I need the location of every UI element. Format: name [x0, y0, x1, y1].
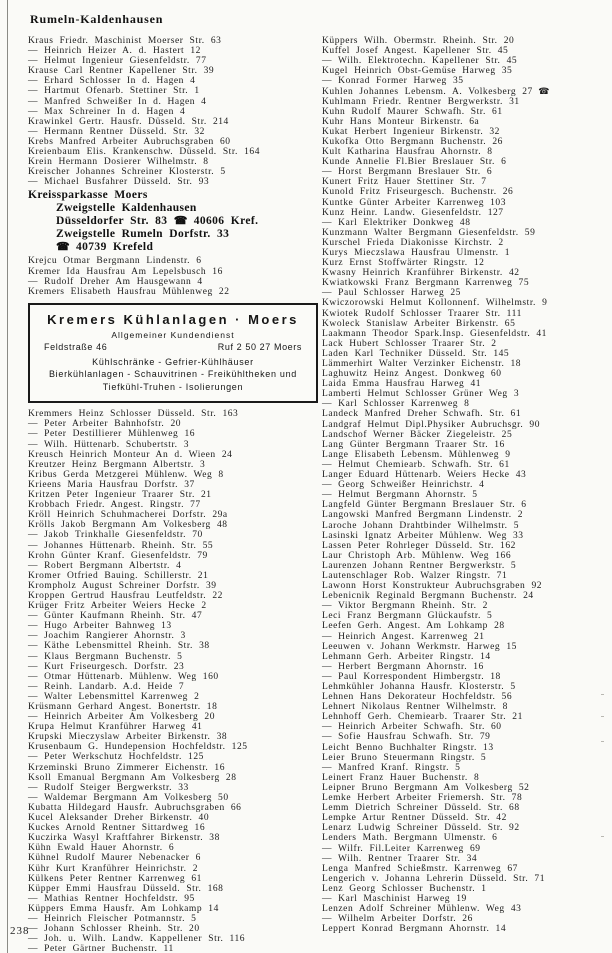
directory-entry: Lasinski Ignatz Arbeiter Mühlenw. Weg 33 — [322, 530, 524, 541]
directory-entry: — Otmar Hüttenarb. Mühlenw. Weg 160 — [28, 671, 219, 682]
directory-entry: Kult Katharina Hausfrau Ahornstr. 8 — [322, 147, 493, 158]
directory-entry: Lang Günter Bergmann Traarer Str. 16 — [322, 439, 505, 450]
directory-entry: Kühn Ewald Hauer Ahornstr. 6 — [28, 843, 175, 854]
directory-block-1 — [28, 36, 320, 187]
scan-artifact — [601, 741, 604, 742]
directory-entry: Lengerich v. Johanna Lehrerin Düsseld. Str. 71 — [322, 873, 546, 884]
directory-entry: Kreienbaum Elis. Krankenschw. Düsseld. Str. 164 — [28, 147, 260, 158]
directory-entry: — Michael Busfahrer Düsseld. Str. 93 — [28, 177, 210, 188]
directory-entry: — Peter Destillierer Mühlenweg 16 — [28, 429, 196, 440]
ad-title: Kremers Kühlanlagen · Moers — [47, 311, 299, 327]
ad-products-line2: Bierkühlanlagen - Schauvitrinen - Freikühltheken und — [48, 369, 298, 380]
directory-entry: Ksoll Emanual Bergmann Am Volkesberg 28 — [28, 772, 237, 783]
directory-entry: Lehmann Gerh. Arbeiter Ringstr. 14 — [322, 651, 491, 662]
directory-entry: — Konrad Former Harweg 35 — [322, 76, 464, 87]
directory-entry: — Johannes Hüttenarb. Rheinh. Str. 55 — [28, 540, 214, 551]
directory-entry: — Sofie Hausfrau Schwafh. Str. 79 — [322, 732, 491, 743]
directory-entry: Kubatta Hildegard Hausfr. Aubruchsgraben 66 — [28, 802, 242, 813]
directory-entry: Krobbach Friedr. Angest. Ringstr. 77 — [28, 500, 201, 511]
directory-entry: Lemm Dietrich Schreiner Düsseld. Str. 68 — [322, 803, 520, 814]
directory-entry: — Günter Kaufmann Rheinh. Str. 47 — [28, 611, 203, 622]
directory-entry: Lehnen Hans Dekorateur Hochfeldstr. 56 — [322, 692, 513, 703]
kreissparkasse-block — [28, 189, 320, 254]
directory-entry: — Viktor Bergmann Rheinh. Str. 2 — [322, 601, 488, 612]
branch1-phone-number: 40606 Kref. — [193, 215, 259, 228]
directory-entry: Krieens Maria Hausfrau Dorfstr. 37 — [28, 479, 195, 490]
directory-entry: Kuhlen Johannes Lebensm. A. Volkesberg 27 ☎ — [322, 86, 550, 98]
branch2-phone-number: 40739 Krefeld — [75, 241, 154, 254]
directory-entry: Laur Christoph Arb. Mühlenw. Weg 166 — [322, 550, 512, 561]
directory-entry: — Manfred Schweißer In d. Hagen 4 — [28, 96, 207, 107]
directory-entry: Kröll Heinrich Schuhmacherei Dorfstr. 29a — [28, 510, 228, 521]
directory-entry: Krohn Günter Kranf. Giesenfeldstr. 79 — [28, 550, 208, 561]
ad-products-line3: Tiefkühl-Truhen - Isolierungen — [102, 381, 244, 392]
directory-entry: — Käthe Lebensmittel Rheinh. Str. 38 — [28, 641, 210, 652]
directory-entry: — Peter Gärtner Buchenstr. 11 — [28, 944, 174, 953]
directory-entry: Lautenschlager Rob. Walzer Ringstr. 71 — [322, 570, 508, 581]
directory-entry: — Wilfr. Fil.Leiter Karrenweg 69 — [322, 843, 481, 854]
directory-entry: Leci Franz Bergmann Glückaufstr. 5 — [322, 611, 493, 622]
directory-entry: Kukofka Otto Bergmann Buchenstr. 26 — [322, 136, 503, 147]
directory-entry: Laurenzen Johann Rentner Bergwerkstr. 5 — [322, 560, 517, 571]
directory-entry: Lawonn Horst Konstrukteur Aubruchsgraben 92 — [322, 581, 543, 592]
directory-entry: Leier Bruno Steuermann Ringstr. 5 — [322, 752, 487, 763]
directory-entry: Krein Hermann Dosierer Wilhelmstr. 8 — [28, 157, 209, 168]
directory-entry: — Georg Schweißer Heinrichstr. 4 — [322, 480, 485, 491]
directory-entry: — Joachim Rangierer Ahornstr. 3 — [28, 631, 186, 642]
scan-edge-line — [7, 0, 8, 953]
directory-entry: Krompholz August Schreiner Dorfstr. 39 — [28, 580, 217, 591]
directory-entry: — Robert Bergmann Albertstr. 4 — [28, 560, 182, 571]
directory-entry: Küppers Emma Hausfr. Am Lohkamp 14 — [28, 903, 219, 914]
directory-entry: — Karl Maschinist Harweg 19 — [322, 893, 467, 904]
directory-entry: Kritzen Peter Ingenieur Traarer Str. 21 — [28, 490, 212, 501]
directory-entry: Kribus Gerda Metzgerei Mühlenw. Weg 8 — [28, 469, 224, 480]
directory-entry: Kreusch Heinrich Monteur An d. Wieen 24 — [28, 449, 233, 460]
kreissparkasse-branch1-address — [28, 215, 320, 228]
directory-entry: Kuhlmann Friedr. Rentner Bergwerkstr. 31 — [322, 96, 520, 107]
directory-entry: Küpper Emmi Hausfrau Düsseld. Str. 168 — [28, 883, 224, 894]
directory-entry: Krause Carl Rentner Kapellener Str. 39 — [28, 66, 215, 77]
directory-entry: — Hugo Arbeiter Bahnweg 13 — [28, 621, 172, 632]
directory-entry: — Manfred Kranf. Ringstr. 5 — [322, 762, 461, 773]
kreissparkasse-name: Kreissparkasse Moers — [28, 189, 148, 202]
directory-entry: Küppers Wilh. Obermstr. Rheinh. Str. 20 — [322, 36, 515, 46]
directory-entry: Krüger Fritz Arbeiter Weiers Hecke 2 — [28, 601, 207, 612]
directory-entry: Leinert Franz Hauer Buchenstr. 8 — [322, 772, 480, 783]
directory-entry: Kuczirka Wasyl Kraftfahrer Birkenstr. 38 — [28, 833, 220, 844]
directory-entry: — Heinrich Fleischer Potmannstr. 5 — [28, 913, 197, 924]
phone-icon: ☎ — [532, 86, 550, 97]
region-header: Rumeln-Kaldenhausen — [30, 12, 164, 26]
directory-entry: Kuckes Arnold Rentner Sittardweg 16 — [28, 823, 206, 834]
directory-block-4 — [322, 36, 612, 934]
directory-entry: — Heinrich Arbeiter Schwafh. Str. 60 — [322, 722, 502, 733]
directory-entry: — Wilh. Elektrotechn. Kapellener Str. 45 — [322, 56, 518, 67]
directory-entry: Leicht Benno Buchhalter Ringstr. 13 — [322, 742, 494, 753]
directory-entry: Kukat Herbert Ingenieur Birkenstr. 32 — [322, 126, 500, 137]
directory-entry: Kugel Heinrich Obst-Gemüse Harweg 35 — [322, 66, 513, 77]
directory-entry: Leefen Gerh. Angest. Am Lohkamp 28 — [322, 621, 505, 632]
directory-entry: Krusenbaum G. Hundepension Hochfeldstr. 125 — [28, 742, 248, 753]
directory-entry: — Max Schreiner In d. Hagen 4 — [28, 106, 186, 117]
directory-entry: Lenz Georg Schlosser Buchenstr. 1 — [322, 883, 487, 894]
directory-entry: — Mathias Rentner Hochfeldstr. 95 — [28, 893, 195, 904]
directory-entry: Krebs Manfred Arbeiter Aubruchsgraben 60 — [28, 136, 231, 147]
branch1-street: Düsseldorfer Str. 83 — [56, 215, 168, 228]
directory-entry: Lehmkühler Johanna Hausfr. Klosterstr. 5 — [322, 682, 516, 692]
directory-block-2 — [28, 256, 320, 296]
directory-entry: — Heinrich Angest. Karrenweg 21 — [322, 631, 485, 642]
phone-icon: ☎ — [173, 215, 188, 228]
directory-entry: — Rudolf Dreher Am Hausgewann 4 — [28, 276, 203, 287]
directory-entry: Krzeminski Bruno Zimmerer Eichenstr. 16 — [28, 762, 226, 773]
kreissparkasse-branch1: Zweigstelle Kaldenhausen — [56, 202, 197, 215]
directory-entry: — Helmut Ingenieur Giesenfeldstr. 77 — [28, 56, 207, 67]
ad-box — [28, 303, 318, 404]
directory-entry: Kreischer Johannes Schreiner Klosterstr. 5 — [28, 167, 226, 178]
directory-entry: Kwiotek Rudolf Schlosser Traarer Str. 111 — [322, 308, 522, 319]
ad-contact-row — [36, 342, 310, 352]
directory-entry: Lämmerhirt Walter Verzinker Eichenstr. 18 — [322, 359, 522, 369]
directory-entry: — Erhard Schlosser In d. Hagen 4 — [28, 76, 196, 87]
directory-entry: Kwiatkowski Franz Bergmann Karrenweg 75 — [322, 278, 530, 289]
directory-entry: — Joh. u. Wilh. Landw. Kappellener Str. 116 — [28, 934, 246, 945]
directory-entry: — Heinrich Arbeiter Am Volkesberg 20 — [28, 712, 215, 723]
directory-entry: Kremers Elisabeth Hausfrau Mühlenweg 22 — [28, 286, 230, 297]
directory-entry: Kurschel Frieda Diakonisse Kirchstr. 2 — [322, 237, 504, 248]
directory-entry: — Karl Elektriker Donkweg 48 — [322, 217, 471, 228]
directory-entry: Kunz Heinr. Landw. Giesenfeldstr. 127 — [322, 207, 504, 218]
directory-block-3 — [28, 409, 320, 953]
scan-artifact — [601, 694, 604, 695]
directory-entry: Landeck Manfred Dreher Schwafh. Str. 61 — [322, 409, 522, 420]
page-number: 238 — [10, 925, 30, 937]
directory-entry: Leeuwen v. Johann Werkmstr. Harweg 15 — [322, 641, 517, 652]
directory-entry: Langfeld Günter Bergmann Breslauer Str. 6 — [322, 500, 527, 511]
directory-entry: — Rudolf Steiger Bergwerkstr. 33 — [28, 782, 189, 793]
directory-entry: Langer Eduard Hüttenarb. Weiers Hecke 43 — [322, 470, 527, 481]
directory-entry: Kreutzer Heinz Bergmann Albertstr. 3 — [28, 459, 206, 470]
directory-entry: Krupski Mieczyslaw Arbeiter Birkenstr. 38 — [28, 732, 228, 743]
directory-entry: Kucel Aleksander Dreher Birkenstr. 40 — [28, 813, 210, 824]
directory-entry: — Karl Schlosser Karrenweg 8 — [322, 399, 470, 410]
directory-entry: — Herbert Bergmann Ahornstr. 16 — [322, 661, 484, 672]
ad-phone: Ruf 2 50 27 Moers — [217, 341, 302, 352]
directory-entry: Kurys Mieczslawa Hausfrau Ulmenstr. 1 — [322, 247, 511, 258]
directory-entry: Lempke Artur Rentner Düsseld. Str. 42 — [322, 813, 507, 824]
directory-entry: Lamberti Helmut Schlosser Grüner Weg 3 — [322, 389, 520, 400]
directory-entry: Kuntke Günter Arbeiter Karrenweg 103 — [322, 197, 507, 208]
directory-entry: Kühnel Rudolf Maurer Nebenacker 6 — [28, 853, 201, 864]
directory-entry: Krölls Jakob Bergmann Am Volkesberg 48 — [28, 520, 228, 531]
directory-entry: — Hermann Rentner Düsseld. Str. 32 — [28, 126, 205, 137]
right-column — [322, 36, 612, 934]
ad-subtitle: Allgemeiner Kundendienst — [111, 329, 235, 340]
left-column — [28, 36, 320, 953]
directory-entry: Laghuwitz Heinz Angest. Donkweg 60 — [322, 369, 502, 380]
directory-entry: Kwiczorowski Helmut Kollonnenf. Wilhelmstr. 9 — [322, 298, 548, 309]
directory-entry: Kremmers Heinz Schlosser Düsseld. Str. 163 — [28, 409, 239, 420]
directory-entry: Kwoleck Stanislaw Arbeiter Birkenstr. 65 — [322, 318, 516, 329]
directory-entry: Kuhn Rudolf Maurer Schwafh. Str. 61 — [322, 106, 503, 117]
directory-entry: — Waldemar Bergmann Am Volkesberg 50 — [28, 792, 229, 803]
directory-entry: — Helmut Chemiearb. Schwafh. Str. 61 — [322, 459, 510, 470]
directory-entry: Lassen Peter Rohrleger Düsseld. Str. 162 — [322, 540, 516, 551]
directory-entry: — Horst Bergmann Breslauer Str. 6 — [322, 167, 493, 178]
directory-entry: — Paul Korrespondent Himbergstr. 18 — [322, 671, 501, 682]
directory-entry: Kroppen Gertrud Hausfrau Leutfeldstr. 22 — [28, 590, 223, 601]
directory-entry: Laida Emma Hausfrau Harweg 41 — [322, 379, 482, 390]
directory-entry: Kunold Fritz Friseurgesch. Buchenstr. 26 — [322, 187, 514, 198]
directory-entry: — Hartmut Ofenarb. Stettiner Str. 1 — [28, 86, 200, 97]
directory-entry: Kunert Fritz Hauer Stettiner Str. 7 — [322, 177, 487, 188]
directory-entry: — Paul Schlosser Harweg 25 — [322, 288, 461, 299]
directory-entry: Leipner Bruno Bergmann Am Volkesberg 52 — [322, 782, 530, 793]
phone-icon: ☎ — [56, 241, 70, 254]
directory-entry: Kühr Kurt Kranführer Heinrichstr. 2 — [28, 863, 199, 874]
directory-entry: — Wilh. Rentner Traarer Str. 34 — [322, 853, 478, 864]
directory-entry: Kurz Ernst Stoffwärter Ringstr. 12 — [322, 258, 485, 269]
directory-entry: Kuhr Hans Monteur Birkenstr. 6a — [322, 116, 480, 127]
scan-artifact — [601, 836, 604, 837]
directory-entry: Kromer Otfried Bauing. Schillerstr. 21 — [28, 570, 209, 581]
directory-entry: Lange Elisabeth Lebensm. Mühlenweg 9 — [322, 449, 511, 460]
directory-entry: Lemke Herbert Arbeiter Friemersh. Str. 78 — [322, 793, 523, 804]
directory-entry: — Walter Lebensmittel Karrenweg 2 — [28, 691, 200, 702]
directory-entry: Kremer Ida Hausfrau Am Lepelsbusch 16 — [28, 266, 223, 277]
directory-entry: Lehnhoff Gerh. Chemiearb. Traarer Str. 21 — [322, 712, 523, 723]
ad-address: Feldstraße 46 — [44, 341, 108, 352]
directory-entry: Landschof Werner Bäcker Ziegeleistr. 25 — [322, 429, 513, 440]
directory-entry: Leppert Konrad Bergmann Ahornstr. 14 — [322, 924, 507, 935]
directory-entry: — Johann Schlosser Rheinh. Str. 20 — [28, 924, 200, 935]
directory-entry: Kraus Friedr. Maschinist Moerser Str. 63 — [28, 36, 222, 46]
directory-entry: Kuffel Josef Angest. Kapellener Str. 45 — [322, 46, 509, 57]
directory-entry: — Kurt Friseurgesch. Dorfstr. 23 — [28, 661, 185, 672]
directory-entry: Lebenicnik Reginald Bergmann Buchenstr. 24 — [322, 591, 534, 602]
directory-entry: Krupa Helmut Kranführer Harweg 41 — [28, 722, 203, 733]
directory-entry: Külkens Peter Rentner Karrenweg 61 — [28, 873, 202, 884]
directory-entry: Kwasny Heinrich Kranführer Birkenstr. 42 — [322, 268, 520, 279]
directory-entry: Lenga Manfred Schießmstr. Karrenweg 67 — [322, 863, 518, 874]
directory-entry: Lack Hubert Schlosser Traarer Str. 2 — [322, 338, 497, 349]
directory-entry: Landgraf Helmut Dipl.Physiker Aubruchsgr. 90 — [322, 419, 541, 430]
directory-entry: — Helmut Bergmann Ahornstr. 5 — [322, 490, 478, 501]
directory-entry: Krawinkel Gertr. Hausfr. Düsseld. Str. 214 — [28, 116, 229, 127]
directory-entry: — Reinh. Landarb. A.d. Heide 7 — [28, 681, 185, 692]
ad-products-line1: Kühlschränke - Gefrier-Kühlhäuser — [92, 356, 254, 367]
directory-entry: — Wilh. Hüttenarb. Schubertstr. 3 — [28, 439, 189, 450]
directory-entry: Lenzen Adolf Schreiner Mühlenw. Weg 43 — [322, 904, 522, 915]
directory-entry: — Heinrich Heizer A. d. Hastert 12 — [28, 46, 201, 57]
scan-artifact — [601, 716, 604, 717]
kreissparkasse-branch2-phone — [28, 241, 320, 254]
directory-entry: — Wilhelm Arbeiter Dorfstr. 26 — [322, 914, 473, 925]
directory-entry: Kunzmann Walter Bergmann Giesenfeldstr. 59 — [322, 227, 536, 238]
directory-entry: — Peter Werkschutz Hochfeldstr. 125 — [28, 752, 204, 763]
directory-entry: Laakmann Theodor Spark.Insp. Giesenfeldstr. 41 — [322, 328, 547, 339]
directory-entry: Laden Karl Techniker Düsseld. Str. 145 — [322, 348, 510, 359]
directory-entry: — Klaus Bergmann Buchenstr. 5 — [28, 651, 183, 662]
directory-entry: — Peter Arbeiter Bahnhofstr. 20 — [28, 419, 182, 430]
directory-entry: Kunde Annelie Fl.Bier Breslauer Str. 6 — [322, 157, 507, 168]
directory-entry: Krüsmann Gerhard Angest. Bonertstr. 18 — [28, 702, 218, 712]
kreissparkasse-branch2: Zweigstelle Rumeln Dorfstr. 33 — [56, 228, 230, 241]
directory-entry: Lenarz Ludwig Schreiner Düsseld. Str. 92 — [322, 823, 520, 834]
directory-entry: — Jakob Trinkhalle Giesenfeldstr. 70 — [28, 530, 203, 541]
directory-entry: Langowski Manfred Bergmann Lindenstr. 2 — [322, 510, 524, 521]
directory-entry: Krejcu Otmar Bergmann Lindenstr. 6 — [28, 256, 202, 267]
directory-entry: Lehnert Nikolaus Rentner Wilhelmstr. 8 — [322, 702, 508, 713]
directory-entry: Laroche Johann Drahtbinder Wilhelmstr. 5 — [322, 520, 520, 531]
directory-entry: Lenders Math. Bergmann Ulmenstr. 6 — [322, 833, 498, 844]
